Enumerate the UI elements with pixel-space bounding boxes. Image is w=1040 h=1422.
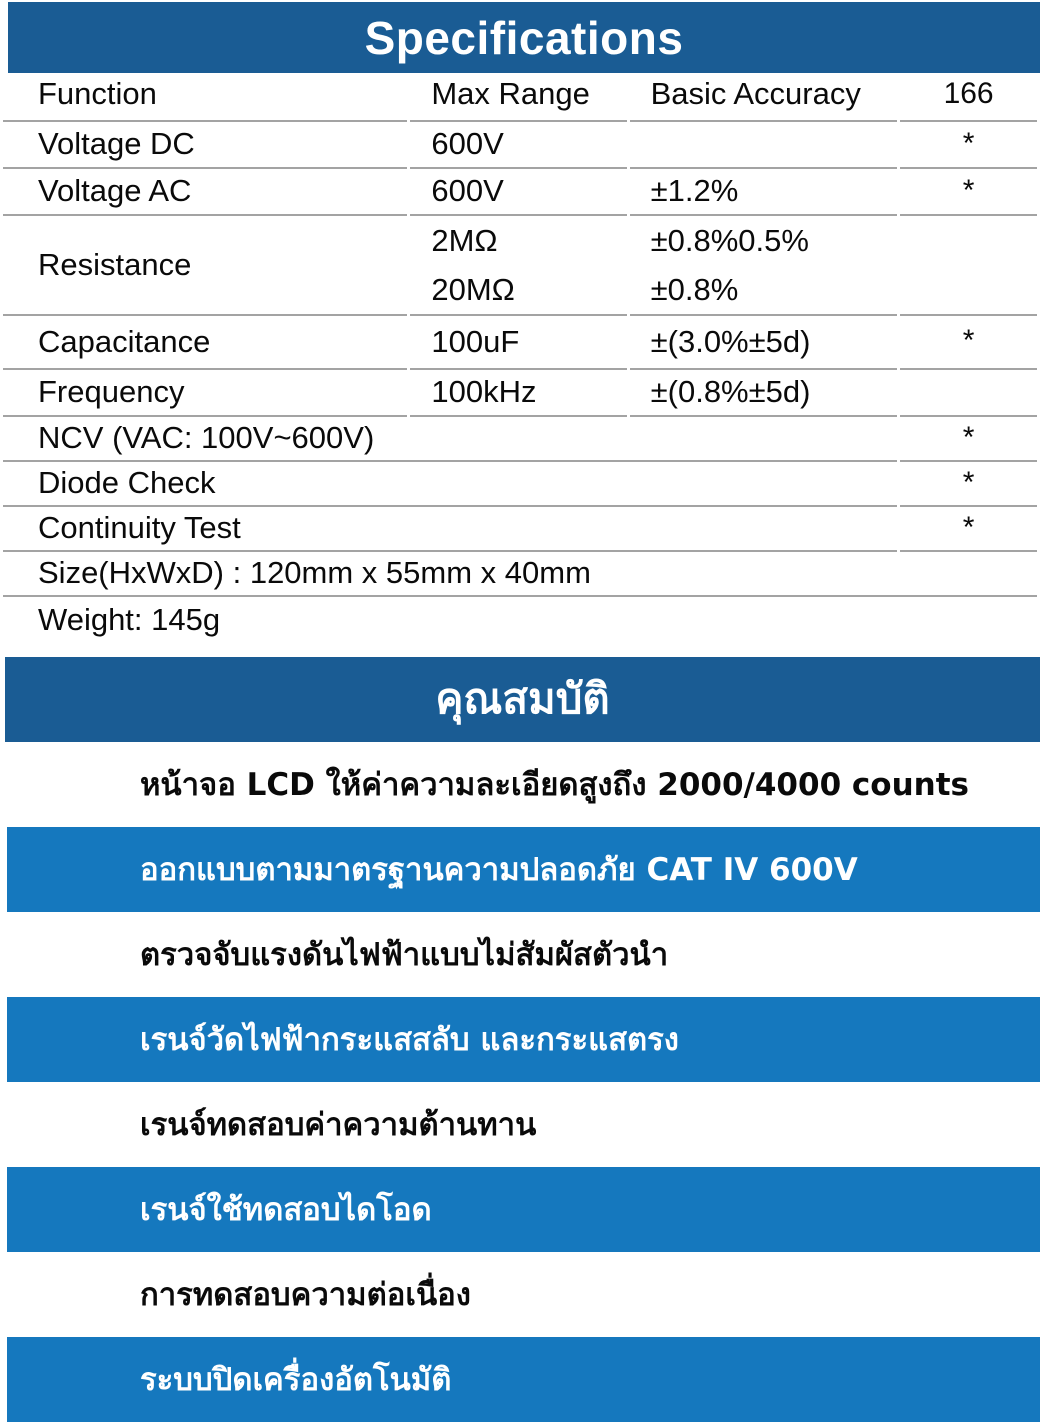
star-cell (900, 370, 1037, 417)
function-cell: Frequency (3, 370, 407, 417)
table-row-size (3, 552, 1037, 597)
col-header-basic-accuracy: Basic Accuracy (630, 76, 898, 122)
table-row-voltage-dc (3, 122, 1037, 169)
feature-item-lcd-counts: หน้าจอ LCD ให้ค่าความละเอียดสูงถึง 2000/4000 counts (140, 767, 970, 804)
star-cell: * (900, 122, 1037, 169)
table-header-row (3, 76, 1037, 122)
col-header-model: 166 (900, 76, 1037, 122)
spec-sheet-page (0, 2, 1040, 1416)
feature-item-auto-power-off: ระบบปิดเครื่องอัตโนมัติ (7, 1337, 1040, 1422)
function-cell: Voltage AC (3, 169, 407, 216)
max-range-cell: 600V (410, 169, 626, 216)
features-header-bar (5, 657, 1040, 742)
accuracy-cell (630, 216, 898, 316)
star-cell: * (900, 507, 1037, 552)
accuracy-line-2: ±0.8% (650, 271, 739, 307)
function-cell: Continuity Test (3, 507, 897, 552)
max-range-cell (410, 216, 626, 316)
weight-cell: Weight: 145g (38, 601, 221, 637)
function-cell: Capacitance (3, 316, 407, 370)
accuracy-cell (630, 122, 898, 169)
max-range-line-2: 20MΩ (431, 271, 515, 307)
function-cell: Diode Check (3, 462, 897, 507)
table-row-capacitance (3, 316, 1037, 370)
feature-item-ac-dc-range: เรนจ์วัดไฟฟ้ากระแสสลับ และกระแสตรง (7, 997, 1040, 1082)
function-cell: NCV (VAC: 100V~600V) (3, 417, 897, 462)
accuracy-cell: ±(3.0%±5d) (630, 316, 898, 370)
specifications-table (0, 76, 1040, 643)
max-range-cell: 100kHz (410, 370, 626, 417)
table-row-diode-check (3, 462, 1037, 507)
specifications-title: Specifications (364, 11, 684, 64)
star-cell: * (900, 169, 1037, 216)
size-cell: Size(HxWxD) : 120mm x 55mm x 40mm (3, 552, 1037, 597)
table-row-voltage-ac (3, 169, 1037, 216)
specifications-header-bar (8, 2, 1040, 73)
table-row-continuity-test (3, 507, 1037, 552)
table-row-resistance (3, 216, 1037, 316)
function-cell: Resistance (3, 216, 407, 316)
accuracy-cell: ±1.2% (630, 169, 898, 216)
feature-item-cat-iv-safety: ออกแบบตามมาตรฐานความปลอดภัย CAT IV 600V (7, 827, 1040, 912)
feature-item-non-contact-voltage: ตรวจจับแรงดันไฟฟ้าแบบไม่สัมผัสตัวนำ (140, 937, 669, 974)
feature-item-continuity-test: การทดสอบความต่อเนื่อง (140, 1277, 471, 1314)
feature-item-diode-test: เรนจ์ใช้ทดสอบไดโอด (7, 1167, 1040, 1252)
max-range-cell: 100uF (410, 316, 626, 370)
table-row-frequency (3, 370, 1037, 417)
max-range-cell: 600V (410, 122, 626, 169)
star-cell: * (900, 316, 1037, 370)
col-header-max-range: Max Range (410, 76, 626, 122)
accuracy-line-1: ±0.8%0.5% (650, 222, 809, 258)
star-cell: * (900, 462, 1037, 507)
max-range-line-1: 2MΩ (431, 222, 498, 258)
table-row-ncv (3, 417, 1037, 462)
star-cell (900, 216, 1037, 316)
feature-item-resistance-range: เรนจ์ทดสอบค่าความต้านทาน (140, 1107, 537, 1144)
accuracy-cell: ±(0.8%±5d) (630, 370, 898, 417)
col-header-function: Function (3, 76, 407, 122)
star-cell: * (900, 417, 1037, 462)
function-cell: Voltage DC (3, 122, 407, 169)
features-title: คุณสมบัติ (435, 674, 610, 724)
table-row-weight (3, 597, 1037, 643)
